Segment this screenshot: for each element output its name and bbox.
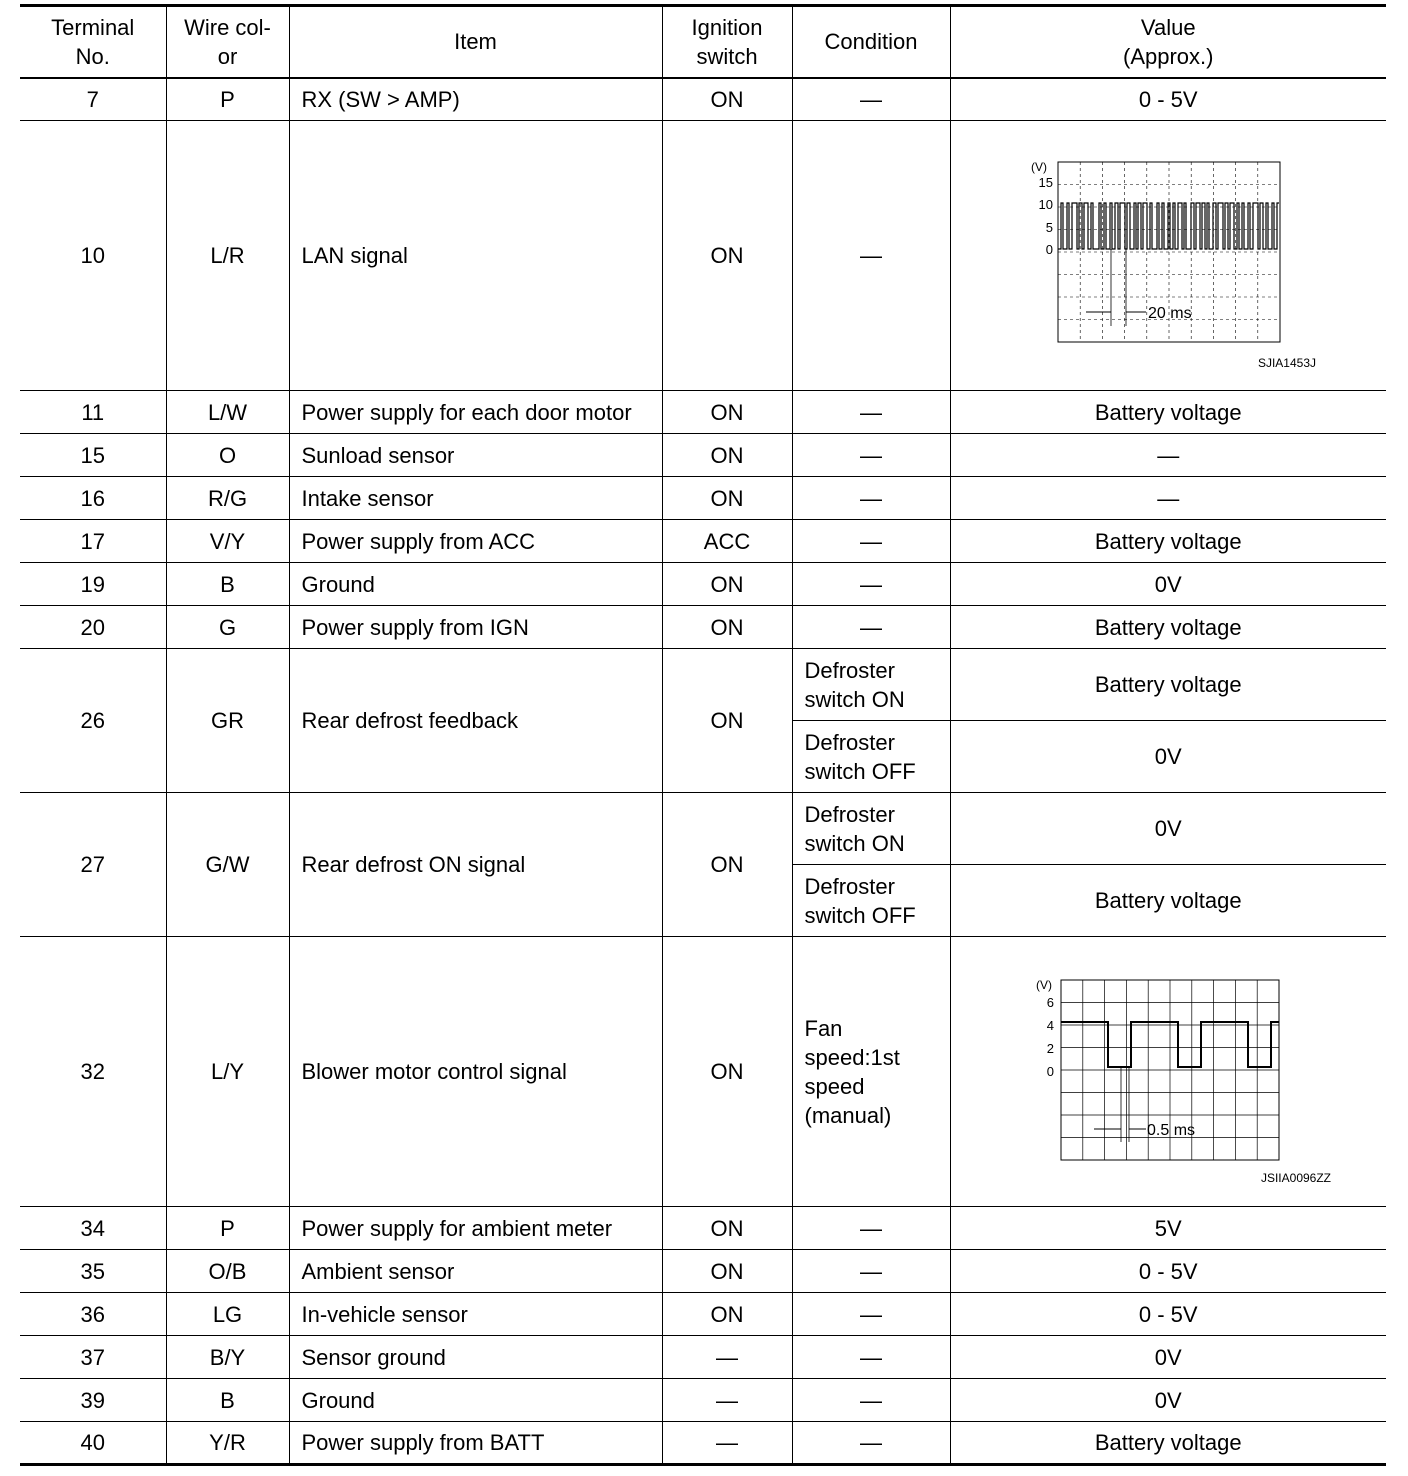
table-row	[20, 563, 1386, 606]
table-row	[20, 78, 1386, 121]
ignition-switch: —	[662, 1379, 792, 1422]
ignition-switch: ACC	[662, 520, 792, 563]
value: 0V	[950, 1336, 1386, 1379]
condition: —	[792, 606, 950, 649]
table-row	[20, 434, 1386, 477]
item: Sunload sensor	[289, 434, 662, 477]
condition: —	[792, 434, 950, 477]
terminal-no: 39	[20, 1379, 166, 1422]
ignition-switch: —	[662, 1336, 792, 1379]
condition: —	[792, 1250, 950, 1293]
wire-color: L/R	[166, 121, 289, 391]
value: Battery voltage	[950, 606, 1386, 649]
item: Power supply from BATT	[289, 1422, 662, 1465]
ignition-switch: ON	[662, 1293, 792, 1336]
wire-color: Y/R	[166, 1422, 289, 1465]
waveform-unit: (V)	[1030, 160, 1047, 174]
terminal-no: 15	[20, 434, 166, 477]
item: In-vehicle sensor	[289, 1293, 662, 1336]
terminal-no: 34	[20, 1207, 166, 1250]
table-row	[20, 477, 1386, 520]
table-row	[20, 1379, 1386, 1422]
header-wire-color: Wire col- or	[166, 6, 289, 78]
value: —	[950, 477, 1386, 520]
waveform-y-tick: 5	[1045, 220, 1053, 235]
item: RX (SW > AMP)	[289, 78, 662, 121]
wire-color: GR	[166, 649, 289, 793]
terminal-no: 16	[20, 477, 166, 520]
ignition-switch: ON	[662, 793, 792, 937]
wire-color: O	[166, 434, 289, 477]
terminal-no: 7	[20, 78, 166, 121]
waveform-y-tick: 2	[1046, 1041, 1054, 1056]
table-row	[20, 391, 1386, 434]
ignition-switch: ON	[662, 606, 792, 649]
condition: Defroster switch ON	[792, 793, 950, 865]
waveform-y-tick: 6	[1046, 995, 1054, 1010]
condition: —	[792, 1422, 950, 1465]
ignition-switch: ON	[662, 78, 792, 121]
item: Ground	[289, 563, 662, 606]
value: 0 - 5V	[950, 1293, 1386, 1336]
table-row	[20, 1207, 1386, 1250]
value: Battery voltage	[950, 649, 1386, 721]
terminal-no: 37	[20, 1336, 166, 1379]
value: 0V	[950, 721, 1386, 793]
condition: Fan speed:1st speed (manual)	[792, 937, 950, 1207]
waveform-line	[1058, 203, 1279, 249]
value: 5V	[950, 1207, 1386, 1250]
terminal-no: 11	[20, 391, 166, 434]
terminal-no: 10	[20, 121, 166, 391]
ignition-switch: ON	[662, 1207, 792, 1250]
item: Power supply from ACC	[289, 520, 662, 563]
wire-color: LG	[166, 1293, 289, 1336]
item: Power supply for each door motor	[289, 391, 662, 434]
waveform-time-label: 0.5 ms	[1146, 1122, 1195, 1139]
table-row	[20, 1293, 1386, 1336]
condition: Defroster switch ON	[792, 649, 950, 721]
table-row	[20, 649, 1386, 721]
terminal-no: 17	[20, 520, 166, 563]
table-row	[20, 793, 1386, 865]
waveform-y-tick: 0	[1045, 242, 1053, 257]
wire-color: B	[166, 1379, 289, 1422]
terminal-no: 26	[20, 649, 166, 793]
wire-color: R/G	[166, 477, 289, 520]
value: Battery voltage	[950, 865, 1386, 937]
condition: —	[792, 1336, 950, 1379]
value: 0V	[950, 793, 1386, 865]
wire-color: O/B	[166, 1250, 289, 1293]
wire-color: P	[166, 78, 289, 121]
ignition-switch: ON	[662, 391, 792, 434]
wire-color: B	[166, 563, 289, 606]
item: Rear defrost ON signal	[289, 793, 662, 937]
value: 0V	[950, 1379, 1386, 1422]
item: LAN signal	[289, 121, 662, 391]
ignition-switch: ON	[662, 477, 792, 520]
wire-color: L/W	[166, 391, 289, 434]
ignition-switch: ON	[662, 1250, 792, 1293]
terminal-no: 27	[20, 793, 166, 937]
value: Battery voltage	[950, 520, 1386, 563]
table-row	[20, 520, 1386, 563]
waveform-y-tick: 10	[1038, 197, 1053, 212]
item: Blower motor control signal	[289, 937, 662, 1207]
waveform-y-tick: 4	[1046, 1018, 1054, 1033]
ignition-switch: ON	[662, 937, 792, 1207]
waveform-y-tick: 0	[1046, 1064, 1054, 1079]
table-row	[20, 1422, 1386, 1465]
table-row	[20, 937, 1386, 1207]
figure-id: SJIA1453J	[1257, 356, 1316, 370]
condition: —	[792, 1379, 950, 1422]
condition: —	[792, 391, 950, 434]
item: Ground	[289, 1379, 662, 1422]
value-waveform	[950, 121, 1386, 391]
header-terminal-no: Terminal No.	[20, 6, 166, 78]
header-value: Value (Approx.)	[950, 6, 1386, 78]
header-item: Item	[289, 6, 662, 78]
lan-signal-waveform	[951, 121, 1387, 383]
waveform-time-label: 20 ms	[1147, 305, 1192, 322]
item: Power supply for ambient meter	[289, 1207, 662, 1250]
value: Battery voltage	[950, 391, 1386, 434]
terminal-no: 40	[20, 1422, 166, 1465]
item: Intake sensor	[289, 477, 662, 520]
item: Sensor ground	[289, 1336, 662, 1379]
condition: —	[792, 1207, 950, 1250]
terminal-table	[20, 4, 1386, 1466]
wire-color: G/W	[166, 793, 289, 937]
value: —	[950, 434, 1386, 477]
ignition-switch: ON	[662, 121, 792, 391]
figure-id: JSIIA0096ZZ	[1260, 1171, 1331, 1185]
ignition-switch: ON	[662, 434, 792, 477]
condition: —	[792, 563, 950, 606]
waveform-unit: (V)	[1035, 978, 1052, 992]
header-condition: Condition	[792, 6, 950, 78]
waveform-y-tick: 15	[1038, 175, 1053, 190]
ignition-switch: ON	[662, 649, 792, 793]
ignition-switch: —	[662, 1422, 792, 1465]
table-header	[20, 6, 1386, 78]
condition: Defroster switch OFF	[792, 865, 950, 937]
terminal-no: 35	[20, 1250, 166, 1293]
terminal-no: 32	[20, 937, 166, 1207]
wire-color: G	[166, 606, 289, 649]
value: 0 - 5V	[950, 1250, 1386, 1293]
table-row	[20, 121, 1386, 391]
blower-signal-waveform	[951, 937, 1387, 1199]
item: Power supply from IGN	[289, 606, 662, 649]
condition: Defroster switch OFF	[792, 721, 950, 793]
ignition-switch: ON	[662, 563, 792, 606]
condition: —	[792, 520, 950, 563]
value: Battery voltage	[950, 1422, 1386, 1465]
terminal-no: 36	[20, 1293, 166, 1336]
item: Rear defrost feedback	[289, 649, 662, 793]
table-row	[20, 1250, 1386, 1293]
condition: —	[792, 477, 950, 520]
item: Ambient sensor	[289, 1250, 662, 1293]
value: 0V	[950, 563, 1386, 606]
condition: —	[792, 78, 950, 121]
wire-color: P	[166, 1207, 289, 1250]
value-waveform	[950, 937, 1386, 1207]
table-row	[20, 606, 1386, 649]
value: 0 - 5V	[950, 78, 1386, 121]
terminal-no: 20	[20, 606, 166, 649]
header-ignition-switch: Ignition switch	[662, 6, 792, 78]
terminal-no: 19	[20, 563, 166, 606]
wire-color: L/Y	[166, 937, 289, 1207]
condition: —	[792, 121, 950, 391]
table-row	[20, 1336, 1386, 1379]
condition: —	[792, 1293, 950, 1336]
wire-color: B/Y	[166, 1336, 289, 1379]
wire-color: V/Y	[166, 520, 289, 563]
